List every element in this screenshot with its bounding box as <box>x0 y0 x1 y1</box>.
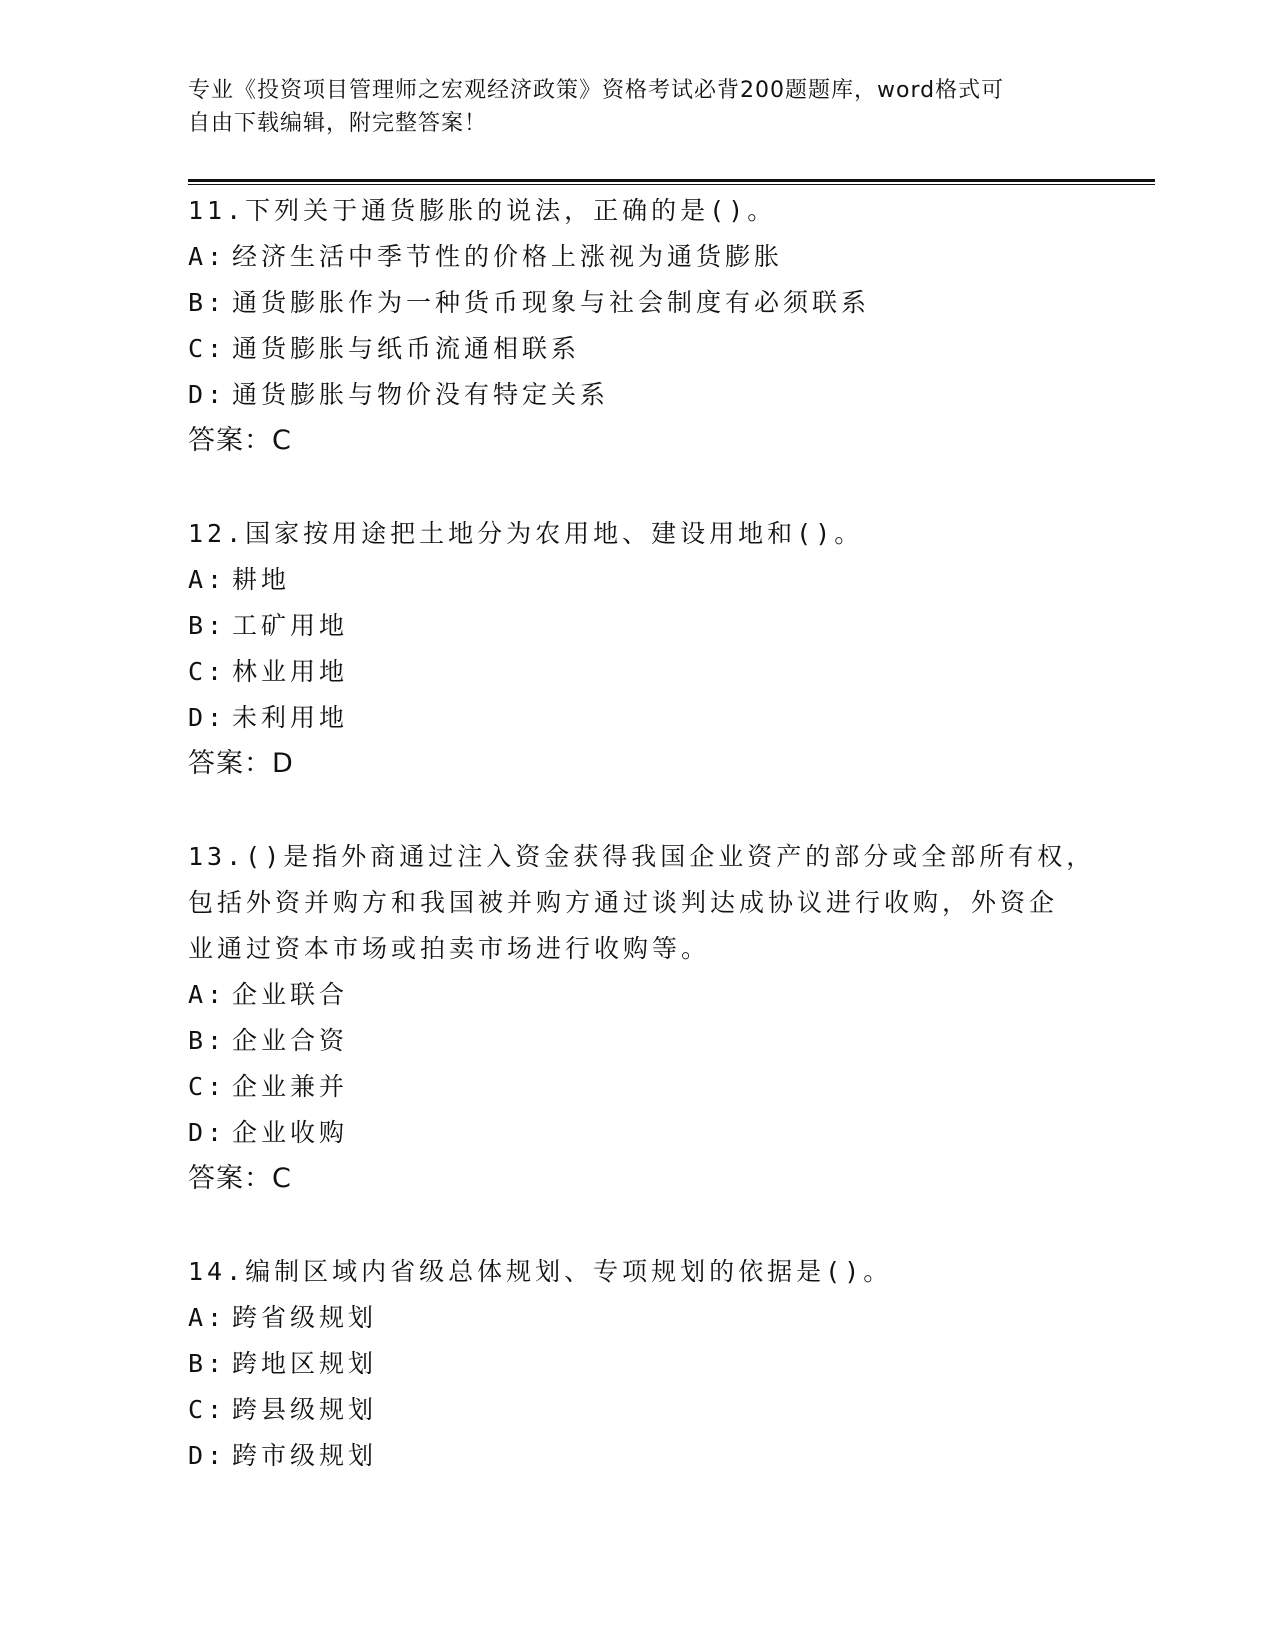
question-13 <box>188 834 1096 1202</box>
option-letter: B: <box>188 611 227 640</box>
option-text: 企业收购 <box>232 1118 349 1147</box>
header-line-1: 专业《投资项目管理师之宏观经济政策》资格考试必背200题题库，word格式可 <box>188 78 1005 103</box>
option-text: 工矿用地 <box>232 611 349 640</box>
question-stem-line-2: 包括外资并购方和我国被并购方通过谈判达成协议进行收购，外资企 <box>188 888 1059 917</box>
option-b <box>188 603 1088 649</box>
answer-line: 答案：D <box>188 748 294 779</box>
option-text: 通货膨胀与物价没有特定关系 <box>232 380 610 409</box>
question-stem-line-1: 13.()是指外商通过注入资金获得我国企业资产的部分或全部所有权， <box>188 842 1096 871</box>
option-text: 通货膨胀作为一种货币现象与社会制度有必须联系 <box>232 288 871 317</box>
option-text: 跨县级规划 <box>232 1395 378 1424</box>
option-b <box>188 1341 1088 1387</box>
option-letter: D: <box>188 703 227 732</box>
option-text: 跨地区规划 <box>232 1349 378 1378</box>
option-letter: C: <box>188 1072 227 1101</box>
option-b <box>188 280 1088 326</box>
option-letter: D: <box>188 380 227 409</box>
question-stem: 11.下列关于通货膨胀的说法，正确的是()。 <box>188 196 777 225</box>
option-letter: A: <box>188 980 227 1009</box>
option-letter: A: <box>188 242 227 271</box>
option-letter: A: <box>188 1303 227 1332</box>
option-letter: C: <box>188 334 227 363</box>
question-stem-line-3: 业通过资本市场或拍卖市场进行收购等。 <box>188 934 711 963</box>
option-letter: B: <box>188 1349 227 1378</box>
header-divider-thin <box>188 184 1155 185</box>
option-text: 通货膨胀与纸币流通相联系 <box>232 334 581 363</box>
option-text: 企业兼并 <box>232 1072 349 1101</box>
option-letter: A: <box>188 565 227 594</box>
option-text: 跨市级规划 <box>232 1441 378 1470</box>
option-text: 经济生活中季节性的价格上涨视为通货膨胀 <box>232 242 784 271</box>
question-stem: 14.编制区域内省级总体规划、专项规划的依据是()。 <box>188 1257 893 1286</box>
option-c <box>188 326 1088 372</box>
question-stem: 12.国家按用途把土地分为农用地、建设用地和()。 <box>188 519 864 548</box>
answer-line: 答案：C <box>188 1163 292 1194</box>
option-a <box>188 1295 1088 1341</box>
option-letter: D: <box>188 1441 227 1470</box>
option-letter: C: <box>188 1395 227 1424</box>
option-c <box>188 1064 1088 1110</box>
header-divider-thick <box>188 179 1155 182</box>
option-letter: D: <box>188 1118 227 1147</box>
option-letter: B: <box>188 288 227 317</box>
header-line-2: 自由下载编辑，附完整答案！ <box>188 111 488 136</box>
option-text: 企业合资 <box>232 1026 349 1055</box>
document-header <box>188 74 1068 140</box>
option-letter: C: <box>188 657 227 686</box>
option-d <box>188 1433 1088 1479</box>
option-c <box>188 649 1088 695</box>
option-text: 未利用地 <box>232 703 349 732</box>
option-a <box>188 234 1088 280</box>
option-b <box>188 1018 1088 1064</box>
option-a <box>188 972 1088 1018</box>
option-letter: B: <box>188 1026 227 1055</box>
option-d <box>188 695 1088 741</box>
option-text: 企业联合 <box>232 980 349 1009</box>
option-d <box>188 1110 1088 1156</box>
question-14 <box>188 1249 1088 1479</box>
answer-line: 答案：C <box>188 425 292 456</box>
question-12 <box>188 511 1088 787</box>
option-text: 耕地 <box>232 565 291 594</box>
option-c <box>188 1387 1088 1433</box>
question-11 <box>188 188 1088 464</box>
option-d <box>188 372 1088 418</box>
option-text: 林业用地 <box>232 657 349 686</box>
option-a <box>188 557 1088 603</box>
option-text: 跨省级规划 <box>232 1303 378 1332</box>
question-list <box>188 188 1096 1526</box>
